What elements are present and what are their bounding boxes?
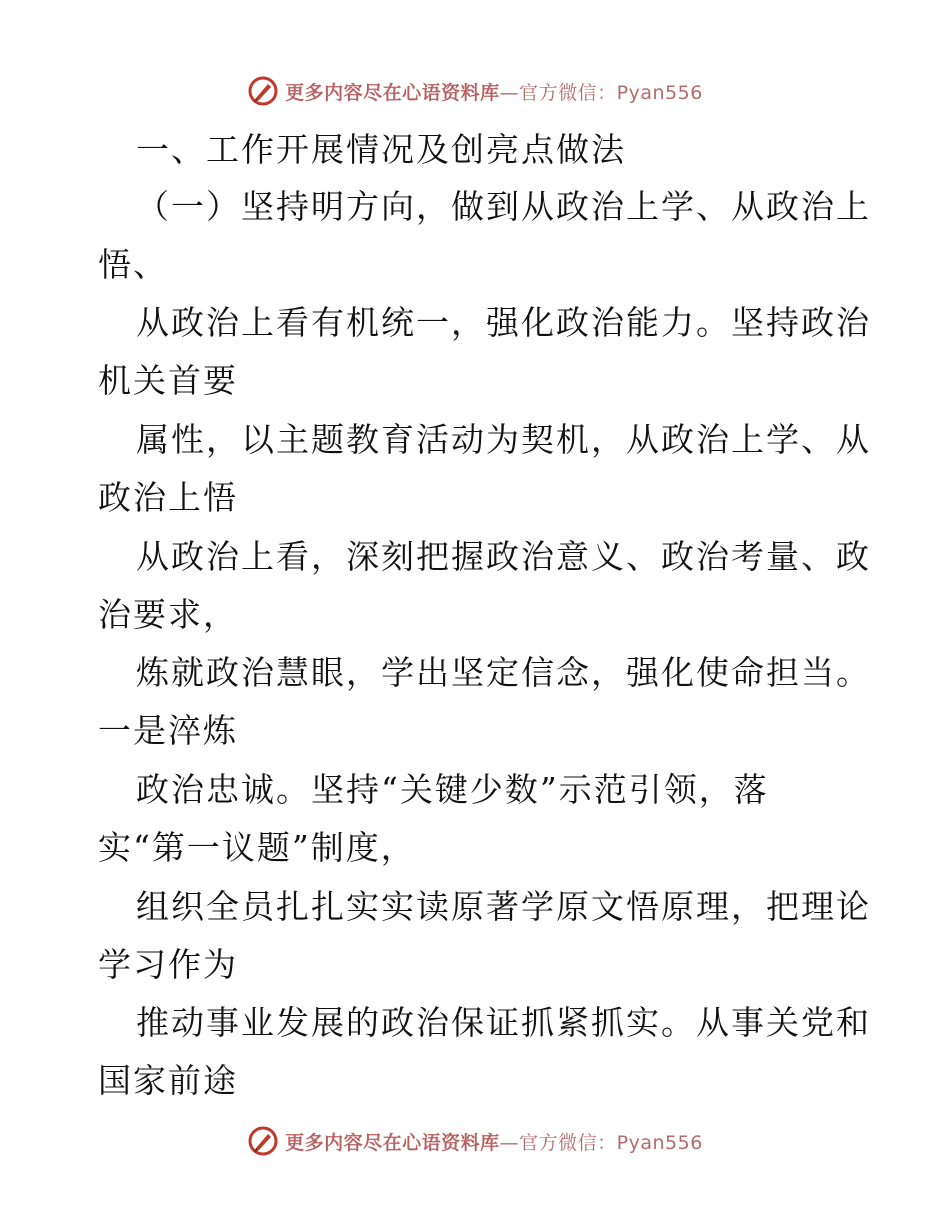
footer-banner (0, 1121, 950, 1161)
section-heading: 一、工作开展情况及创亮点做法 (136, 130, 626, 169)
paragraph-line: （一）坚持明方向，做到从政治上学、从政治上 (136, 187, 871, 226)
paragraph-line: 推动事业发展的政治保证抓紧抓实。从事关党和 (136, 1003, 871, 1042)
banner-wechat-id: —官方微信：Pyan556 (499, 81, 703, 104)
paragraph-line: 悟、 (98, 245, 168, 284)
paragraph-line: 从政治上看有机统一，强化政治能力。坚持政治 (136, 303, 871, 342)
banner-site-name: 更多内容尽在心语资料库 (285, 81, 500, 104)
paragraph-line: 政治忠诚。坚持“关键少数”示范引领，落 (136, 770, 769, 809)
banner-site-name: 更多内容尽在心语资料库 (285, 1131, 500, 1154)
paragraph-line: 从政治上看，深刻把握政治意义、政治考量、政 (136, 537, 871, 576)
banner-wechat-id: —官方微信：Pyan556 (499, 1131, 703, 1154)
header-banner (0, 71, 950, 111)
paragraph-line: 国家前途 (98, 1061, 238, 1100)
paragraph-line: 机关首要 (98, 361, 238, 400)
paragraph-line: 政治上悟 (98, 478, 238, 517)
paragraph-line: 学习作为 (98, 945, 238, 984)
paragraph-line: 治要求， (98, 595, 238, 634)
pen-logo-icon (247, 75, 279, 107)
paragraph-line: 炼就政治慧眼，学出坚定信念，强化使命担当。 (136, 653, 871, 692)
paragraph-line: 组织全员扎扎实实读原著学原文悟原理，把理论 (136, 887, 871, 926)
paragraph-line: 实“第一议题”制度， (98, 828, 416, 867)
pen-logo-icon (247, 1125, 279, 1157)
paragraph-line: 属性，以主题教育活动为契机，从政治上学、从 (136, 420, 871, 459)
paragraph-line: 一是淬炼 (98, 711, 238, 750)
